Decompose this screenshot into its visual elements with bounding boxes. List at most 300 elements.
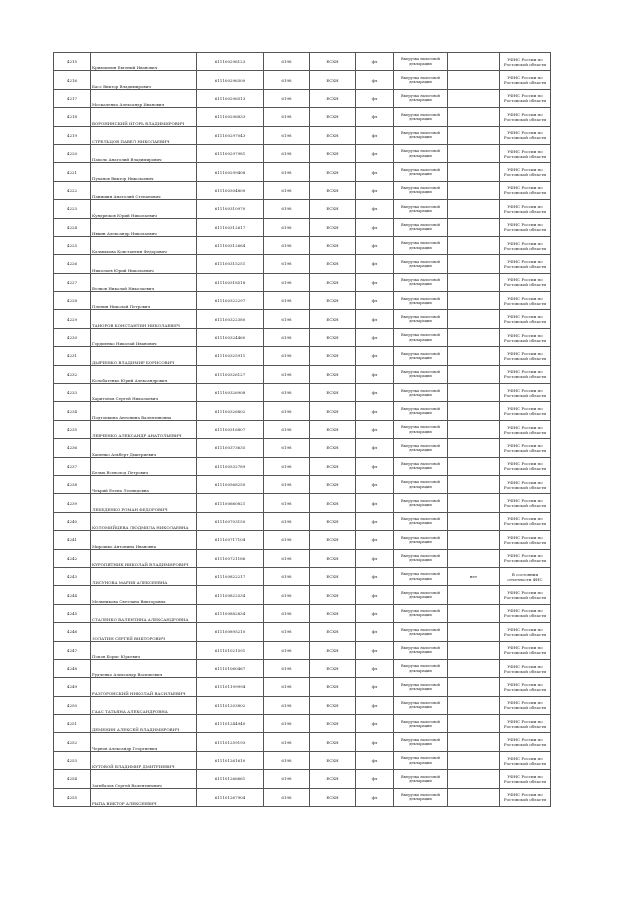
tax-id: 611100299408	[197, 163, 264, 181]
entity-type: фл	[356, 71, 394, 89]
note-cell	[448, 236, 500, 254]
status-text: Выгрузка налоговой декларации	[394, 567, 448, 585]
row-number: 4220	[54, 144, 91, 162]
department-code: 6198	[264, 420, 310, 438]
person-name: Басс Виктор Владимирович	[91, 71, 197, 89]
authority-name: УФНС России по Ростовской области	[500, 53, 551, 71]
tax-id: 611101267904	[197, 788, 264, 806]
department-code: 6198	[264, 347, 310, 365]
authority-name: УФНС России по Ростовской области	[500, 365, 551, 383]
entity-type: фл	[356, 457, 394, 475]
table-row	[54, 126, 551, 144]
tax-regime: ЕСХН	[310, 586, 356, 604]
note-cell	[448, 751, 500, 769]
row-number: 4240	[54, 512, 91, 530]
entity-type: фл	[356, 384, 394, 402]
status-text: Выгрузка налоговой декларации	[394, 163, 448, 181]
records-table	[53, 52, 551, 807]
table-row	[54, 384, 551, 402]
department-code: 6198	[264, 292, 310, 310]
table-row	[54, 108, 551, 126]
person-name: Мирошко Антонина Ивановна	[91, 531, 197, 549]
tax-id: 611100895210	[197, 623, 264, 641]
tax-regime: ЕСХН	[310, 384, 356, 402]
authority-name: УФНС России по Ростовской области	[500, 475, 551, 493]
status-text: Выгрузка налоговой декларации	[394, 494, 448, 512]
row-number: 4235	[54, 420, 91, 438]
person-name: Белых Всеволод Петрович	[91, 457, 197, 475]
tax-id: 611100568250	[197, 475, 264, 493]
status-text: Выгрузка налоговой декларации	[394, 236, 448, 254]
entity-type: фл	[356, 126, 394, 144]
tax-id: 611100325911	[197, 347, 264, 365]
tax-regime: ЕСХН	[310, 402, 356, 420]
department-code: 6198	[264, 715, 310, 733]
tax-id: 611100324460	[197, 328, 264, 346]
note-cell	[448, 347, 500, 365]
status-text: Выгрузка налоговой декларации	[394, 273, 448, 291]
person-name: ЛИСУНОВА МАРИЯ АЛЕКСЕЕВНА	[91, 567, 197, 585]
note-cell	[448, 402, 500, 420]
status-text: Выгрузка налоговой декларации	[394, 384, 448, 402]
person-name: Хапенко Альберт Дмитриевич	[91, 439, 197, 457]
status-text: Выгрузка налоговой декларации	[394, 292, 448, 310]
authority-name: УФНС России по Ростовской области	[500, 273, 551, 291]
person-name: Пахоль Анатолий Владимирович	[91, 144, 197, 162]
tax-id: 611100322380	[197, 310, 264, 328]
person-name: КУРОПЯТНИК НИКОЛАЙ ВЛАДИМИРОВИЧ	[91, 549, 197, 567]
tax-id: 611100310970	[197, 200, 264, 218]
row-number: 4250	[54, 696, 91, 714]
tax-id: 611100296300	[197, 71, 264, 89]
entity-type: фл	[356, 715, 394, 733]
entity-type: фл	[356, 439, 394, 457]
authority-name: УФНС России по Ростовской области	[500, 108, 551, 126]
note-cell	[448, 586, 500, 604]
department-code: 6198	[264, 126, 310, 144]
row-number: 4242	[54, 549, 91, 567]
tax-id: 611101266661	[197, 770, 264, 788]
tax-regime: ЕСХН	[310, 163, 356, 181]
row-number: 4233	[54, 384, 91, 402]
department-code: 6198	[264, 218, 310, 236]
tax-regime: ЕСХН	[310, 457, 356, 475]
entity-type: фл	[356, 53, 394, 71]
note-cell	[448, 457, 500, 475]
table-row	[54, 71, 551, 89]
person-name: Чекрий Елена Леонидовна	[91, 475, 197, 493]
table-row	[54, 678, 551, 696]
status-text: Выгрузка налоговой декларации	[394, 181, 448, 199]
entity-type: фл	[356, 549, 394, 567]
table-row	[54, 549, 551, 567]
authority-name: УФНС России по Ростовской области	[500, 347, 551, 365]
table-row	[54, 475, 551, 493]
authority-name: УФНС России по Ростовской области	[500, 549, 551, 567]
row-number: 4230	[54, 328, 91, 346]
person-name: ЛЕВЧЕНКО АЛЕКСАНДР АНАТОЛЬЕВИЧ	[91, 420, 197, 438]
authority-name: УФНС России по Ростовской области	[500, 696, 551, 714]
row-number: 4225	[54, 236, 91, 254]
entity-type: фл	[356, 292, 394, 310]
authority-name: УФНС России по Ростовской области	[500, 310, 551, 328]
table-row	[54, 494, 551, 512]
row-number: 4228	[54, 292, 91, 310]
authority-name: УФНС России по Ростовской области	[500, 586, 551, 604]
note-cell	[448, 310, 500, 328]
tax-regime: ЕСХН	[310, 439, 356, 457]
status-text: Выгрузка налоговой декларации	[394, 255, 448, 273]
row-number: 4222	[54, 181, 91, 199]
tax-id: 611101060467	[197, 659, 264, 677]
note-cell	[448, 512, 500, 530]
entity-type: фл	[356, 108, 394, 126]
note-cell: нет	[448, 567, 500, 585]
tax-id: 611100721186	[197, 549, 264, 567]
table-row	[54, 696, 551, 714]
note-cell	[448, 678, 500, 696]
row-number: 4243	[54, 567, 91, 585]
row-number: 4234	[54, 402, 91, 420]
person-name: Пленин Николай Петрович	[91, 292, 197, 310]
status-text: Выгрузка налоговой декларации	[394, 218, 448, 236]
person-name: Загибалов Сергей Валентинович	[91, 770, 197, 788]
entity-type: фл	[356, 494, 394, 512]
entity-type: фл	[356, 678, 394, 696]
authority-name: УФНС России по Ростовской области	[500, 531, 551, 549]
entity-type: фл	[356, 770, 394, 788]
table-row	[54, 181, 551, 199]
table-row	[54, 586, 551, 604]
entity-type: фл	[356, 144, 394, 162]
person-name: Панишин Анатолий Степанович	[91, 181, 197, 199]
tax-regime: ЕСХН	[310, 512, 356, 530]
person-name: Пуханов Виктор Николаевич	[91, 163, 197, 181]
authority-name: УФНС России по Ростовской области	[500, 384, 551, 402]
authority-name: УФНС России по Ростовской области	[500, 292, 551, 310]
entity-type: фл	[356, 163, 394, 181]
tax-regime: ЕСХН	[310, 89, 356, 107]
person-name: ЗОЛАТИН СЕРГЕЙ ВИКТОРОВИЧ	[91, 623, 197, 641]
authority-name: УФНС России по Ростовской области	[500, 126, 551, 144]
authority-name: УФНС России по Ростовской области	[500, 604, 551, 622]
tax-id: 611101261610	[197, 751, 264, 769]
note-cell	[448, 181, 500, 199]
department-code: 6198	[264, 439, 310, 457]
status-text: Выгрузка налоговой декларации	[394, 71, 448, 89]
status-text: Выгрузка налоговой декларации	[394, 715, 448, 733]
tax-regime: ЕСХН	[310, 126, 356, 144]
entity-type: фл	[356, 236, 394, 254]
authority-name: УФНС России по Ростовской области	[500, 89, 551, 107]
table-row	[54, 255, 551, 273]
row-number: 4252	[54, 733, 91, 751]
table-row	[54, 402, 551, 420]
tax-regime: ЕСХН	[310, 733, 356, 751]
entity-type: фл	[356, 218, 394, 236]
entity-type: фл	[356, 659, 394, 677]
tax-id: 611100822217	[197, 567, 264, 585]
authority-name: УФНС России по Ростовской области	[500, 715, 551, 733]
table-row	[54, 163, 551, 181]
status-text: Выгрузка налоговой декларации	[394, 512, 448, 530]
table-row	[54, 53, 551, 71]
entity-type: фл	[356, 328, 394, 346]
status-text: Выгрузка налоговой декларации	[394, 549, 448, 567]
tax-id: 611100312617	[197, 218, 264, 236]
entity-type: фл	[356, 420, 394, 438]
note-cell	[448, 163, 500, 181]
row-number: 4247	[54, 641, 91, 659]
entity-type: фл	[356, 512, 394, 530]
entity-type: фл	[356, 347, 394, 365]
department-code: 6198	[264, 181, 310, 199]
entity-type: фл	[356, 365, 394, 383]
tax-id: 611101203802	[197, 696, 264, 714]
tax-regime: ЕСХН	[310, 181, 356, 199]
department-code: 6198	[264, 659, 310, 677]
status-text: Выгрузка налоговой декларации	[394, 696, 448, 714]
tax-regime: ЕСХН	[310, 200, 356, 218]
note-cell	[448, 292, 500, 310]
tax-regime: ЕСХН	[310, 604, 356, 622]
entity-type: фл	[356, 531, 394, 549]
table-row	[54, 623, 551, 641]
department-code: 6198	[264, 71, 310, 89]
status-text: Выгрузка налоговой декларации	[394, 53, 448, 71]
department-code: 6198	[264, 328, 310, 346]
tax-regime: ЕСХН	[310, 696, 356, 714]
entity-type: фл	[356, 402, 394, 420]
department-code: 6198	[264, 733, 310, 751]
table-row	[54, 144, 551, 162]
tax-id: 611101199994	[197, 678, 264, 696]
tax-regime: ЕСХН	[310, 494, 356, 512]
note-cell	[448, 53, 500, 71]
note-cell	[448, 273, 500, 291]
tax-id: 611101244940	[197, 715, 264, 733]
person-name: СТРЕЛЬЦОВ ПАВЕЛ НИКОЛАЕВИЧ	[91, 126, 197, 144]
table-row	[54, 641, 551, 659]
note-cell	[448, 659, 500, 677]
row-number: 4249	[54, 678, 91, 696]
authority-name: УФНС России по Ростовской области	[500, 678, 551, 696]
row-number: 4223	[54, 200, 91, 218]
status-text: Выгрузка налоговой декларации	[394, 420, 448, 438]
note-cell	[448, 696, 500, 714]
person-name: Подтопкина Антонина Валентиновна	[91, 402, 197, 420]
table-row	[54, 236, 551, 254]
person-name: КУТОВОЙ ВЛАДИМИР ДМИТРИЕВИЧ	[91, 751, 197, 769]
department-code: 6198	[264, 475, 310, 493]
table-row	[54, 292, 551, 310]
authority-name: УФНС России по Ростовской области	[500, 218, 551, 236]
status-text: Выгрузка налоговой декларации	[394, 126, 448, 144]
tax-regime: ЕСХН	[310, 144, 356, 162]
status-text: Выгрузка налоговой декларации	[394, 586, 448, 604]
note-cell	[448, 200, 500, 218]
note-cell	[448, 531, 500, 549]
row-number: 4239	[54, 494, 91, 512]
status-text: Выгрузка налоговой декларации	[394, 144, 448, 162]
row-number: 4253	[54, 751, 91, 769]
tax-id: 611100312664	[197, 236, 264, 254]
tax-id: 611100304800	[197, 181, 264, 199]
note-cell	[448, 144, 500, 162]
note-cell	[448, 788, 500, 806]
authority-name: УФНС России по Ростовской области	[500, 328, 551, 346]
status-text: Выгрузка налоговой декларации	[394, 733, 448, 751]
person-name: КОЛОМИЙЦЕВА ЛЮДМИЛА НИКОЛАЕВНА	[91, 512, 197, 530]
department-code: 6198	[264, 163, 310, 181]
tax-regime: ЕСХН	[310, 292, 356, 310]
tax-id: 611100326802	[197, 402, 264, 420]
authority-name: УФНС России по Ростовской области	[500, 420, 551, 438]
tax-regime: ЕСХН	[310, 273, 356, 291]
status-text: Выгрузка налоговой декларации	[394, 402, 448, 420]
department-code: 6198	[264, 623, 310, 641]
table-row	[54, 567, 551, 585]
authority-name: УФНС России по Ростовской области	[500, 733, 551, 751]
status-text: Выгрузка налоговой декларации	[394, 347, 448, 365]
entity-type: фл	[356, 641, 394, 659]
person-name: Кундрюков Юрий Николаевич	[91, 200, 197, 218]
authority-name: УФНС России по Ростовской области	[500, 512, 551, 530]
tax-regime: ЕСХН	[310, 567, 356, 585]
table-row	[54, 770, 551, 788]
status-text: Выгрузка налоговой декларации	[394, 457, 448, 475]
status-text: Выгрузка налоговой декларации	[394, 751, 448, 769]
row-number: 4237	[54, 457, 91, 475]
row-number: 4255	[54, 788, 91, 806]
note-cell	[448, 218, 500, 236]
person-name: Чернов Александр Георгиевич	[91, 733, 197, 751]
tax-id: 611100297043	[197, 126, 264, 144]
entity-type: фл	[356, 696, 394, 714]
tax-regime: ЕСХН	[310, 751, 356, 769]
authority-name: УФНС России по Ростовской области	[500, 402, 551, 420]
department-code: 6198	[264, 273, 310, 291]
entity-type: фл	[356, 788, 394, 806]
tax-regime: ЕСХН	[310, 236, 356, 254]
note-cell	[448, 604, 500, 622]
note-cell	[448, 549, 500, 567]
tax-regime: ЕСХН	[310, 475, 356, 493]
table-row	[54, 751, 551, 769]
row-number: 4236	[54, 439, 91, 457]
person-name: Волков Николай Николаевич	[91, 273, 197, 291]
person-name: ВОРОНИНСКИЙ ИГОРЬ ВЛАДИМИРОВИЧ	[91, 108, 197, 126]
tax-regime: ЕСХН	[310, 218, 356, 236]
department-code: 6198	[264, 53, 310, 71]
status-text: Выгрузка налоговой декларации	[394, 641, 448, 659]
status-text: Выгрузка налоговой декларации	[394, 623, 448, 641]
person-name: СТАЛЕНКО ВАЛЕНТИНА АЛЕКСАНДРОВНА	[91, 604, 197, 622]
note-cell	[448, 494, 500, 512]
status-text: Выгрузка налоговой декларации	[394, 770, 448, 788]
table-row	[54, 659, 551, 677]
department-code: 6198	[264, 751, 310, 769]
note-cell	[448, 89, 500, 107]
row-number: 4241	[54, 531, 91, 549]
department-code: 6198	[264, 604, 310, 622]
table-row	[54, 512, 551, 530]
tax-regime: ЕСХН	[310, 715, 356, 733]
status-text: Выгрузка налоговой декларации	[394, 788, 448, 806]
tax-regime: ЕСХН	[310, 641, 356, 659]
table-row	[54, 733, 551, 751]
entity-type: фл	[356, 475, 394, 493]
tax-id: 611100373635	[197, 439, 264, 457]
row-number: 4227	[54, 273, 91, 291]
person-name: РАЗГОРОНСКИЙ НИКОЛАЙ ВАСИЛЬЕВИЧ	[91, 678, 197, 696]
authority-name: УФНС России по Ростовской области	[500, 71, 551, 89]
row-number: 4229	[54, 310, 91, 328]
tax-id: 611101259193	[197, 733, 264, 751]
status-text: Выгрузка налоговой декларации	[394, 678, 448, 696]
tax-regime: ЕСХН	[310, 678, 356, 696]
authority-name: УФНС России по Ростовской области	[500, 181, 551, 199]
authority-name: В состоянии отчетности ФНС	[500, 567, 551, 585]
row-number: 4217	[54, 89, 91, 107]
row-number: 4246	[54, 623, 91, 641]
tax-id: 611100296123	[197, 53, 264, 71]
person-name: Кривошеин Евгений Иванович	[91, 53, 197, 71]
table-row	[54, 273, 551, 291]
table-row	[54, 218, 551, 236]
department-code: 6198	[264, 586, 310, 604]
tax-id: 611100660821	[197, 494, 264, 512]
tax-id: 611100315251	[197, 255, 264, 273]
note-cell	[448, 770, 500, 788]
tax-regime: ЕСХН	[310, 365, 356, 383]
person-name: Мельникова Светлана Викторовна	[91, 586, 197, 604]
note-cell	[448, 126, 500, 144]
table-row	[54, 604, 551, 622]
row-number: 4221	[54, 163, 91, 181]
entity-type: фл	[356, 604, 394, 622]
department-code: 6198	[264, 402, 310, 420]
status-text: Выгрузка налоговой декларации	[394, 604, 448, 622]
entity-type: фл	[356, 273, 394, 291]
note-cell	[448, 328, 500, 346]
row-number: 4245	[54, 604, 91, 622]
tax-id: 611100316807	[197, 420, 264, 438]
tax-id: 611100326908	[197, 384, 264, 402]
tax-id: 611100703150	[197, 512, 264, 530]
tax-id: 611100318518	[197, 273, 264, 291]
authority-name: УФНС России по Ростовской области	[500, 659, 551, 677]
table-row	[54, 420, 551, 438]
authority-name: УФНС России по Ростовской области	[500, 144, 551, 162]
row-number: 4219	[54, 126, 91, 144]
table-row	[54, 788, 551, 806]
note-cell	[448, 475, 500, 493]
department-code: 6198	[264, 255, 310, 273]
authority-name: УФНС России по Ростовской области	[500, 494, 551, 512]
tax-id: 611100717104	[197, 531, 264, 549]
row-number: 4215	[54, 53, 91, 71]
tax-id: 611100822534	[197, 586, 264, 604]
entity-type: фл	[356, 89, 394, 107]
status-text: Выгрузка налоговой декларации	[394, 659, 448, 677]
entity-type: фл	[356, 255, 394, 273]
tax-id: 611101021591	[197, 641, 264, 659]
table-row	[54, 89, 551, 107]
tax-regime: ЕСХН	[310, 71, 356, 89]
table-row	[54, 715, 551, 733]
person-name: ЛЕБЕДЕНКО РОМАН ФЕДОРОВИЧ	[91, 494, 197, 512]
